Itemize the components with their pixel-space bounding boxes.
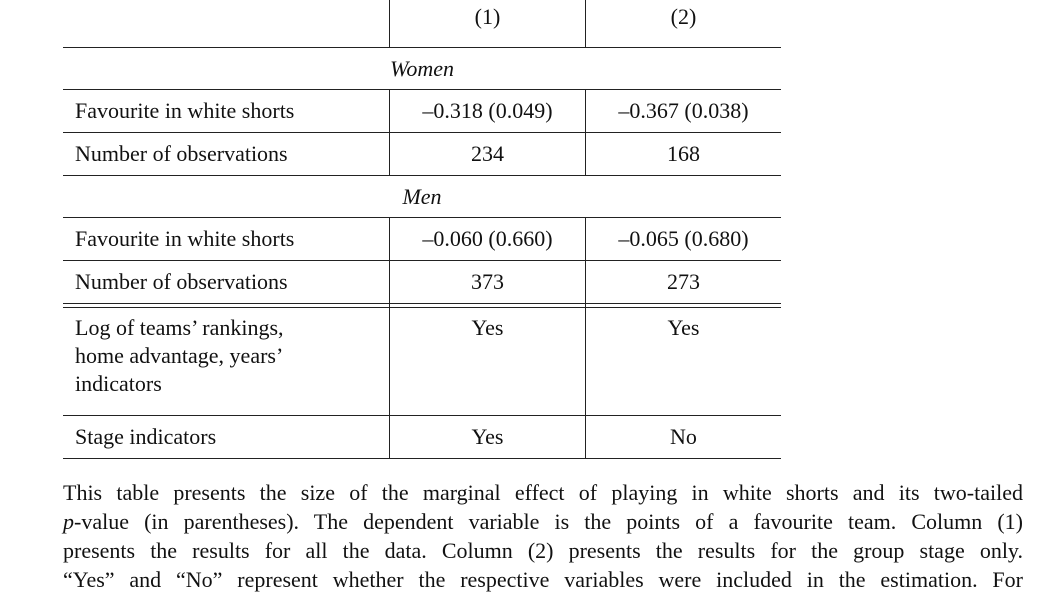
note-line: presents the results for all the data. Column (2) presents the results for the group stage only. <box>63 538 1023 563</box>
note-line: “Yes” and “No” represent whether the respective variables were included in the estimation. For <box>63 567 1023 592</box>
cell-col2: Yes <box>586 308 782 416</box>
p-italic: p <box>63 509 74 534</box>
note-line: This table presents the size of the marginal effect of playing in white shorts and its two-tailed <box>63 480 1023 505</box>
table-header-row <box>63 0 781 48</box>
header-empty-cell <box>63 0 390 48</box>
row-label: Stage indicators <box>63 416 390 459</box>
row-label-line: Log of teams’ rankings, <box>75 315 284 340</box>
row-label: Favourite in white shorts <box>63 218 390 261</box>
controls-row <box>63 416 781 459</box>
row-label-line: indicators <box>75 371 162 396</box>
row-label-line: home advantage, years’ <box>75 343 284 368</box>
cell-col1: –0.318 (0.049) <box>390 90 586 133</box>
table-row <box>63 90 781 133</box>
row-label <box>63 308 390 416</box>
table-note <box>63 478 1023 594</box>
row-label: Number of observations <box>63 261 390 304</box>
column-1-header: (1) <box>390 0 586 48</box>
table-row <box>63 261 781 304</box>
group-label-men: Men <box>63 176 781 218</box>
controls-row <box>63 308 781 416</box>
row-label: Number of observations <box>63 133 390 176</box>
group-header-row <box>63 176 781 218</box>
results-table <box>63 0 781 459</box>
cell-col2: 168 <box>586 133 782 176</box>
cell-col1: 234 <box>390 133 586 176</box>
note-line: p-value (in parentheses). The dependent variable is the points of a favourite team. Column (1) <box>63 509 1023 534</box>
group-header-row <box>63 48 781 90</box>
group-label-women: Women <box>63 48 781 90</box>
cell-col1: 373 <box>390 261 586 304</box>
column-2-header: (2) <box>586 0 782 48</box>
cell-col2: –0.367 (0.038) <box>586 90 782 133</box>
cell-col1: Yes <box>390 416 586 459</box>
cell-col1: Yes <box>390 308 586 416</box>
cell-col2: 273 <box>586 261 782 304</box>
row-label: Favourite in white shorts <box>63 90 390 133</box>
table-row <box>63 218 781 261</box>
cell-col2: No <box>586 416 782 459</box>
cell-col1: –0.060 (0.660) <box>390 218 586 261</box>
table-row <box>63 133 781 176</box>
results-table-container <box>63 0 768 459</box>
cell-col2: –0.065 (0.680) <box>586 218 782 261</box>
